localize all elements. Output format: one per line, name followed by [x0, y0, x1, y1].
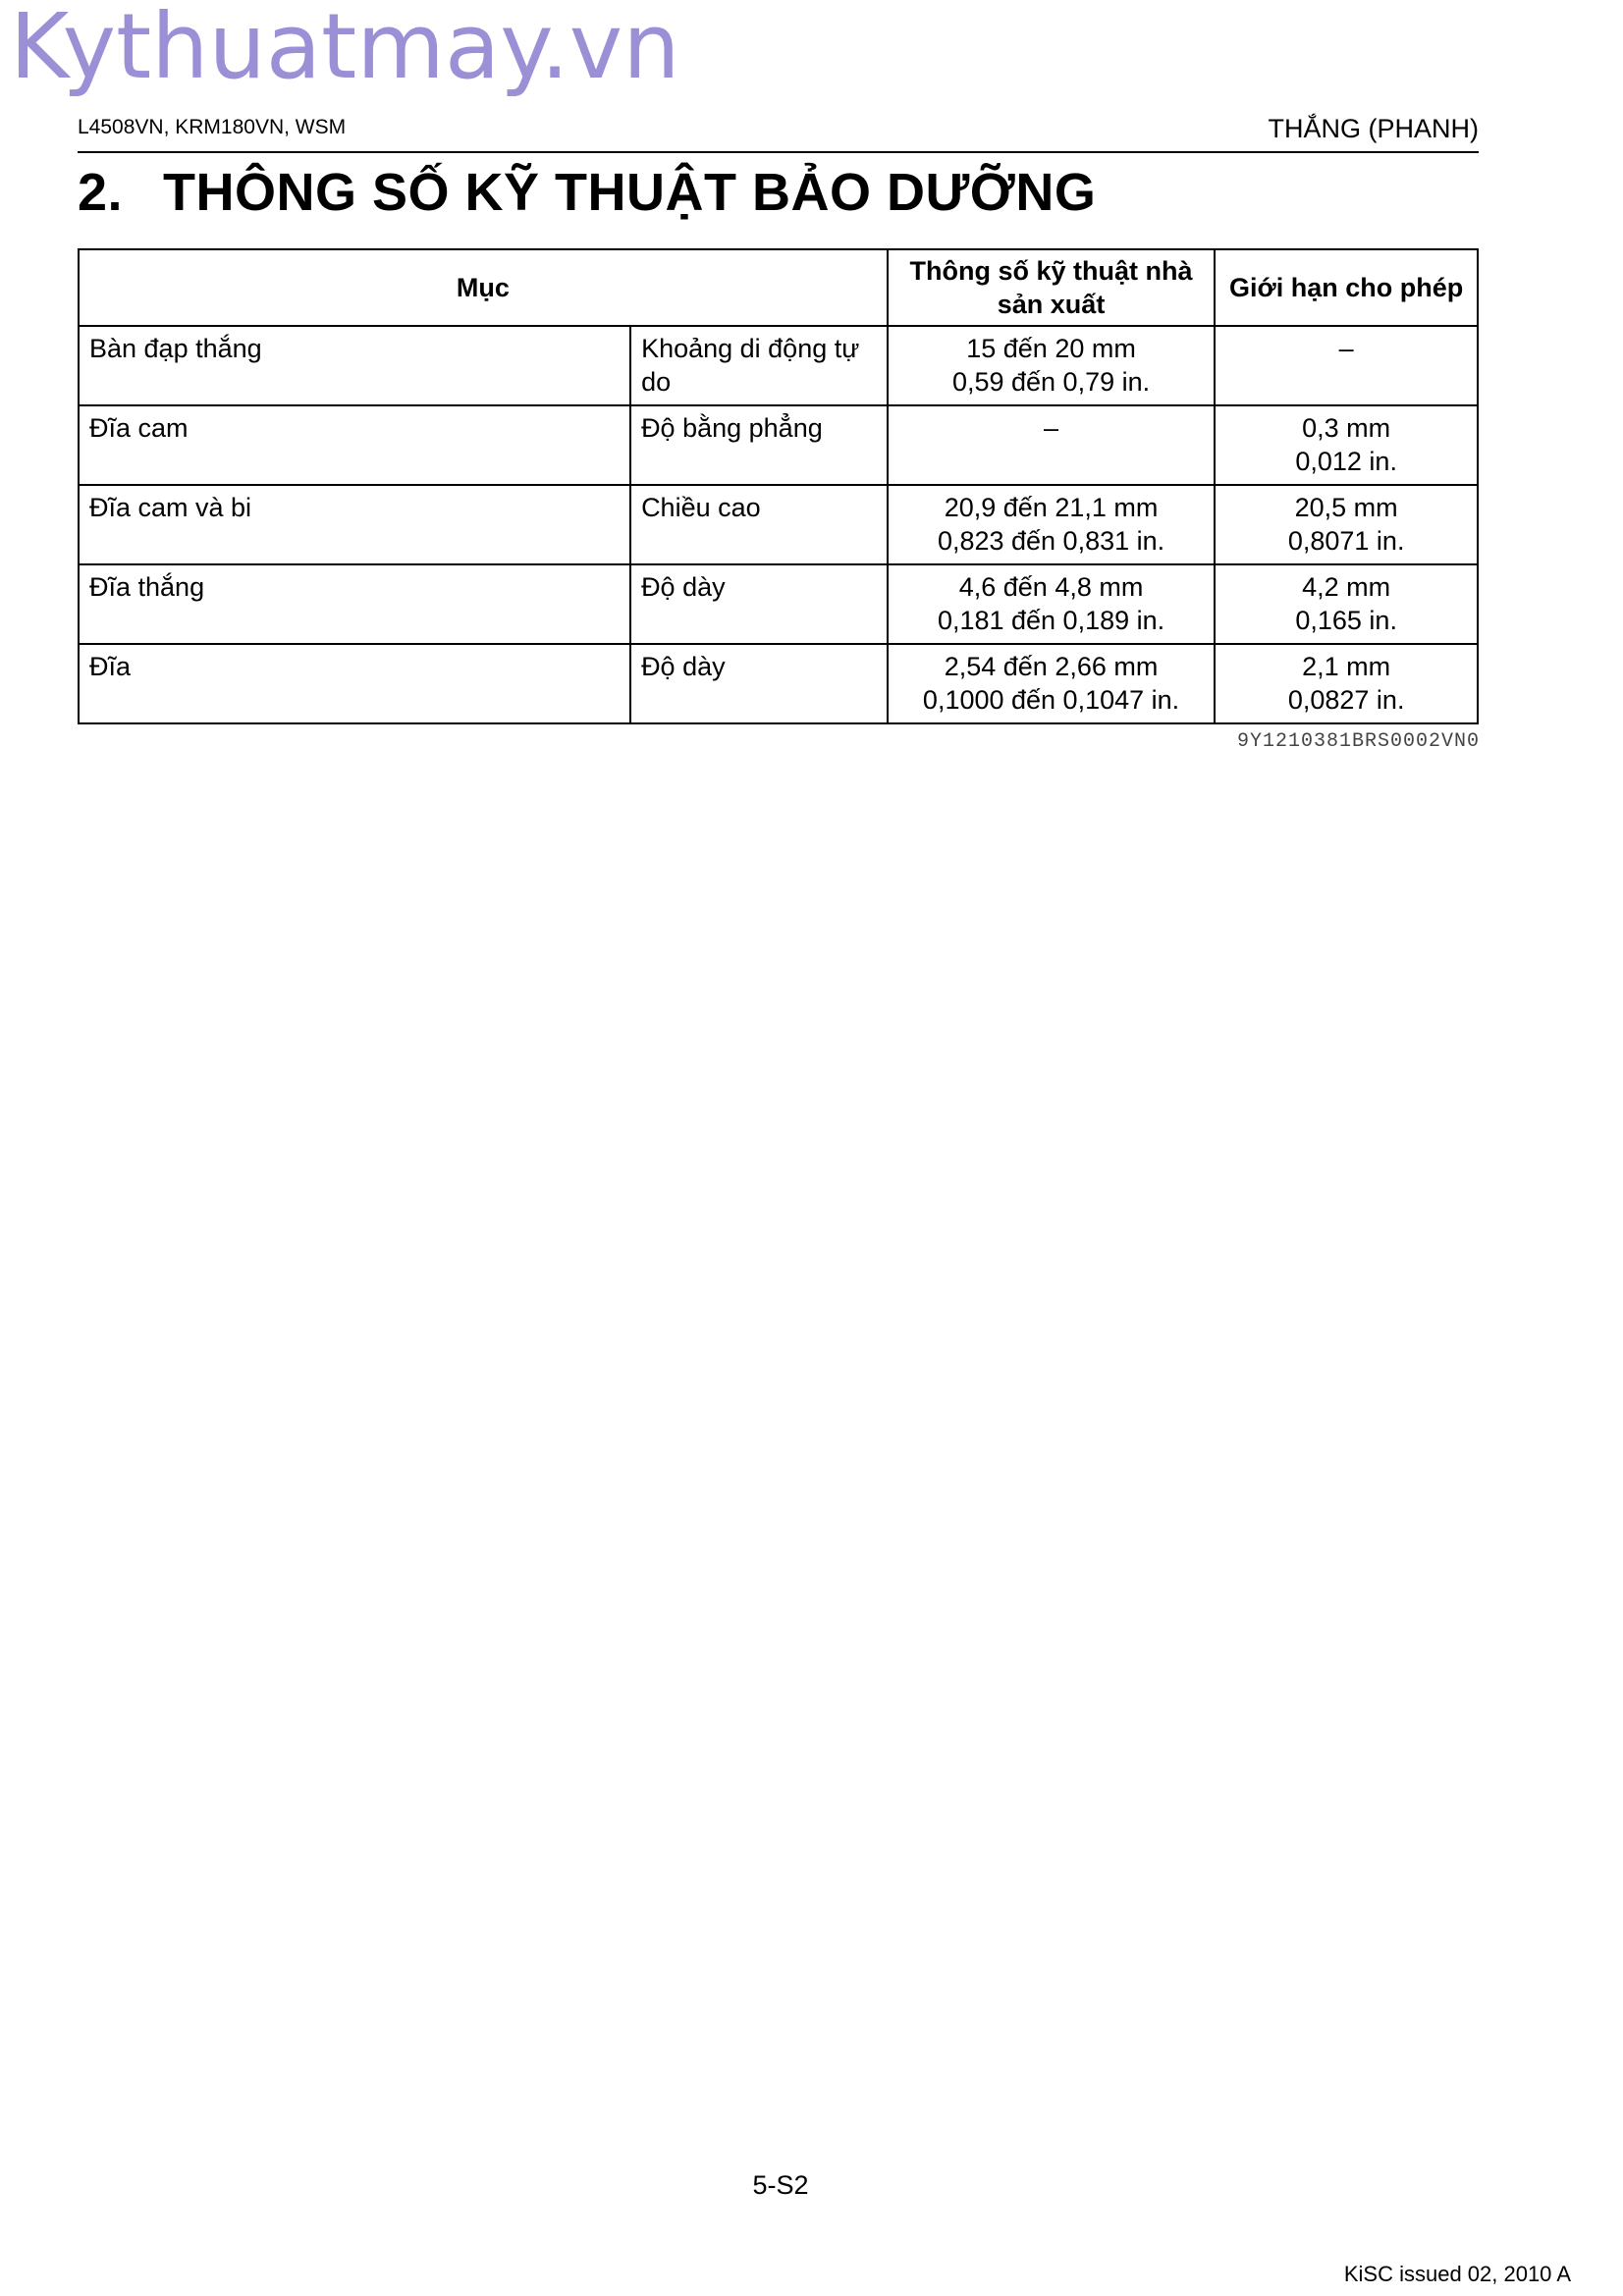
header-section-title: THẮNG (PHANH) [1268, 114, 1479, 143]
cell-allowable-limit [1215, 326, 1478, 405]
spec-value: 2,54 đến 2,66 mm [944, 652, 1159, 681]
cell-factory-spec [888, 564, 1216, 644]
header-item: Mục [79, 249, 888, 326]
spec-value: 4,6 đến 4,8 mm [958, 572, 1144, 602]
header-model-list: L4508VN, KRM180VN, WSM [78, 116, 347, 138]
header-factory-spec: Thông số kỹ thuật nhà sản xuất [888, 249, 1216, 326]
table-row [79, 644, 1478, 723]
table-header-row [79, 249, 1478, 326]
section-number: 2. [78, 163, 124, 222]
limit-value: 20,5 mm [1294, 493, 1398, 522]
cell-allowable-limit [1215, 644, 1478, 723]
limit-value: 0,165 in. [1295, 606, 1397, 635]
cell-attribute: Độ bằng phẳng [630, 405, 888, 485]
spec-value: 15 đến 20 mm [966, 334, 1136, 363]
limit-value: 0,8071 in. [1287, 526, 1405, 556]
table-row [79, 564, 1478, 644]
limit-value: 0,012 in. [1295, 447, 1397, 476]
cell-factory-spec [888, 644, 1216, 723]
spec-table [78, 248, 1479, 724]
cell-allowable-limit [1215, 405, 1478, 485]
issue-info: KiSC issued 02, 2010 A [1343, 2262, 1571, 2286]
document-code: 9Y1210381BRS0002VN0 [1236, 730, 1480, 753]
table-row [79, 405, 1478, 485]
cell-attribute: Độ dày [630, 564, 888, 644]
cell-attribute: Khoảng di động tự do [630, 326, 888, 405]
cell-factory-spec [888, 326, 1216, 405]
cell-item: Đĩa cam [79, 405, 630, 485]
cell-item: Đĩa [79, 644, 630, 723]
spec-value: 0,823 đến 0,831 in. [937, 526, 1165, 556]
section-title: THÔNG SỐ KỸ THUẬT BẢO DƯỠNG [163, 163, 1097, 222]
header-allowable-limit: Giới hạn cho phép [1215, 249, 1478, 326]
cell-item: Bàn đạp thắng [79, 326, 630, 405]
spec-value: 0,59 đến 0,79 in. [951, 367, 1151, 397]
table-row [79, 485, 1478, 564]
cell-attribute: Độ dày [630, 644, 888, 723]
spec-value: 20,9 đến 21,1 mm [944, 493, 1159, 522]
cell-factory-spec [888, 405, 1216, 485]
page-number: 5-S2 [752, 2170, 809, 2200]
spec-value: 0,1000 đến 0,1047 in. [922, 685, 1180, 715]
cell-item: Đĩa cam và bi [79, 485, 630, 564]
limit-value: 4,2 mm [1302, 572, 1391, 602]
spec-value: – [1044, 413, 1059, 443]
cell-allowable-limit [1215, 485, 1478, 564]
limit-value: 2,1 mm [1302, 652, 1391, 681]
watermark-logo: Kythuatmay.vn [10, 0, 680, 99]
cell-allowable-limit [1215, 564, 1478, 644]
spec-value: 0,181 đến 0,189 in. [937, 606, 1165, 635]
table-row [79, 326, 1478, 405]
limit-value: – [1338, 334, 1354, 363]
cell-item: Đĩa thắng [79, 564, 630, 644]
cell-factory-spec [888, 485, 1216, 564]
header-divider [78, 151, 1479, 153]
page-title [78, 162, 1096, 223]
limit-value: 0,0827 in. [1287, 685, 1405, 715]
cell-attribute: Chiều cao [630, 485, 888, 564]
limit-value: 0,3 mm [1302, 413, 1391, 443]
